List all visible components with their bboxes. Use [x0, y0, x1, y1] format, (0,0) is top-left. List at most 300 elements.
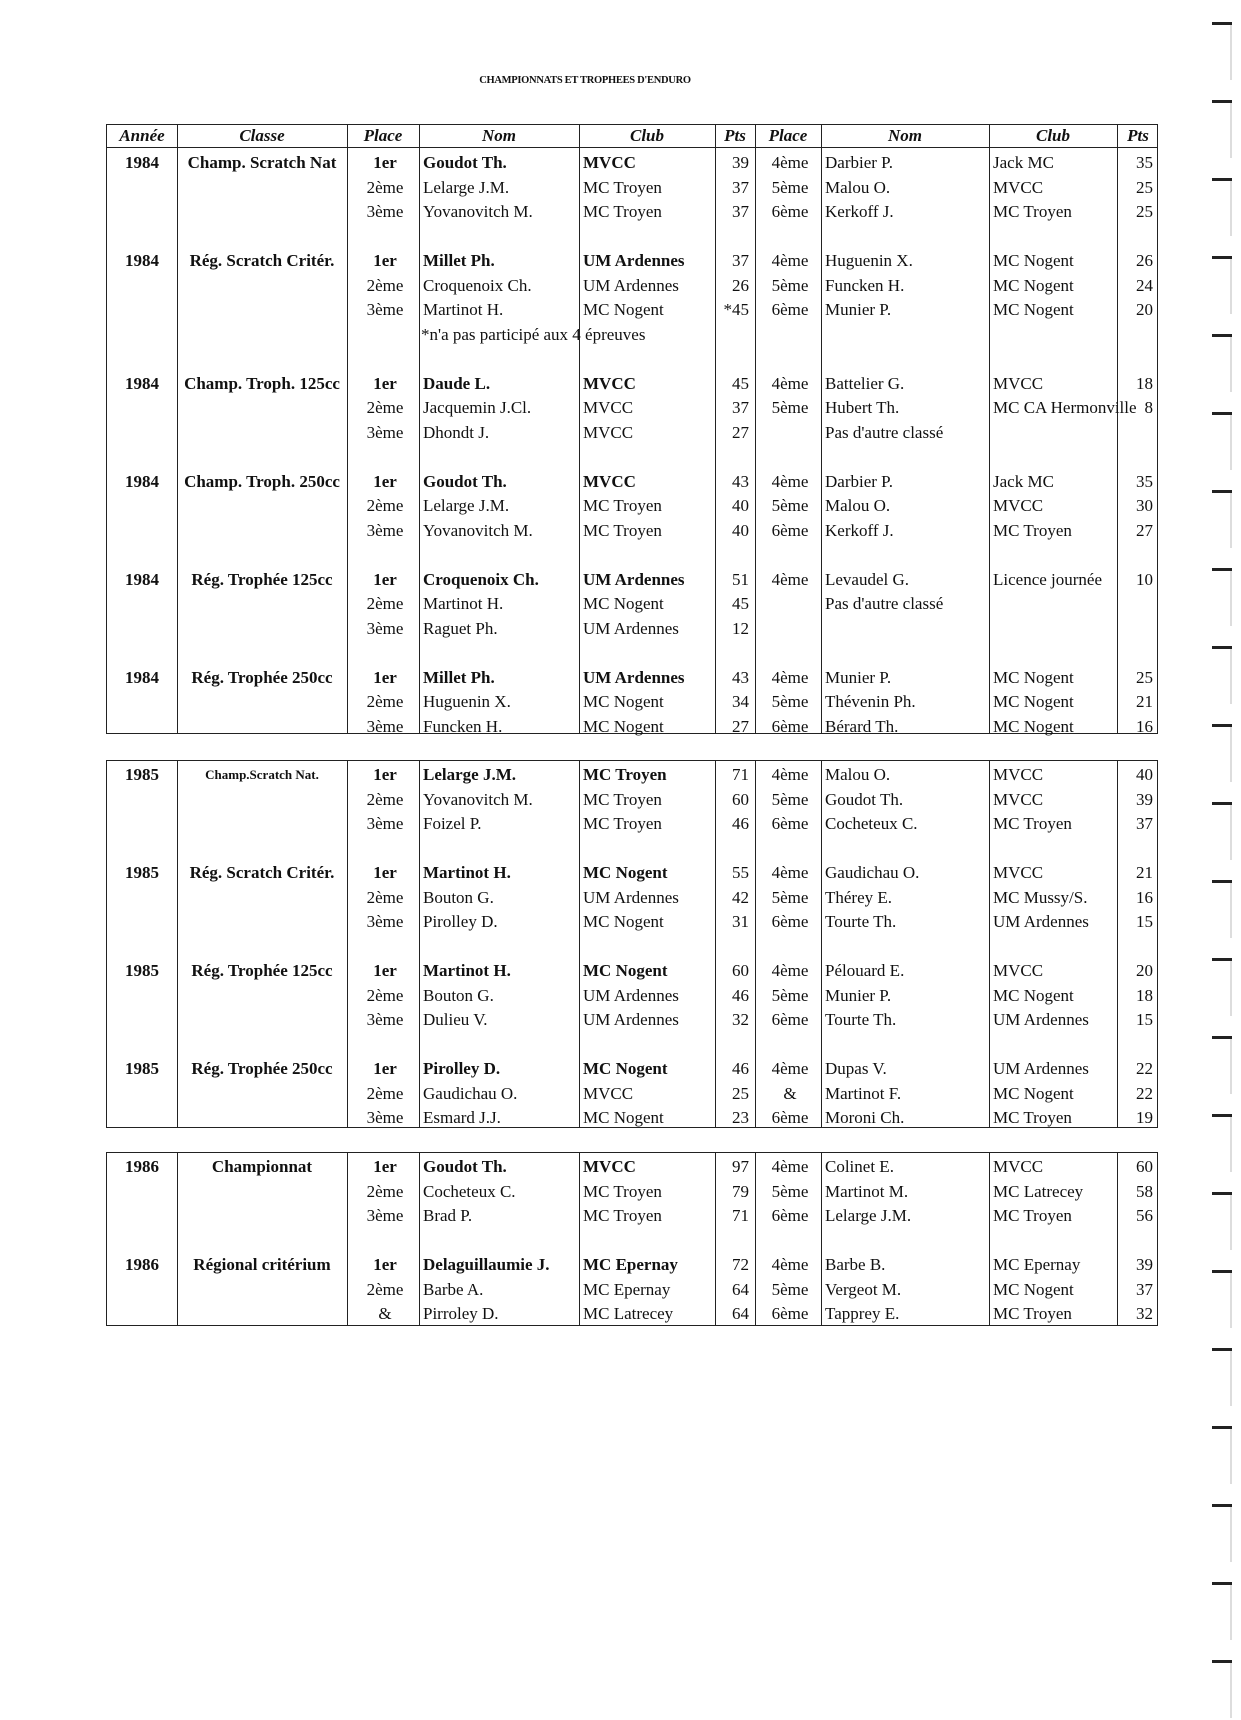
table-cell-pts: 40 [732, 520, 749, 540]
table-cell-place: 2ème [366, 1279, 404, 1299]
table-cell-place: 2ème [366, 398, 404, 417]
table-cell-pts: 34 [732, 692, 749, 711]
table-cell-place: 1er [373, 153, 397, 172]
table-cell-pts2: 16 [1136, 887, 1153, 907]
table-cell-place2: 4ème [771, 251, 809, 270]
binder-mark-tick [1212, 1348, 1232, 1351]
table-cell-club2 [993, 617, 1117, 641]
table-cell-pts2: 30 [1136, 496, 1153, 515]
table-cell-nom2: Kerkoff J. [825, 520, 894, 540]
binder-mark [1212, 568, 1232, 628]
table-cell-place2: 5ème [771, 496, 809, 515]
table-cell-nom2: Levaudel G. [825, 569, 910, 589]
table-cell-place2 [759, 592, 821, 616]
binder-mark [1212, 958, 1232, 1018]
table-cell-club: UM Ardennes [583, 275, 679, 295]
column-divider [177, 125, 178, 733]
column-divider [821, 125, 822, 733]
table-cell-pts: 26 [732, 275, 749, 295]
table-cell-nom2: Moroni Ch. [825, 1108, 905, 1127]
column-divider [989, 761, 990, 1127]
table-cell-club: MC Epernay [583, 1255, 678, 1274]
table-cell-club2: MVCC [993, 373, 1044, 393]
table-cell-club: MC Nogent [583, 1059, 668, 1078]
table-cell-nom2: Colinet E. [825, 1157, 894, 1176]
year-cell: 1985 [125, 863, 159, 882]
header-nom: Nom [482, 126, 516, 145]
table-cell-pts: 32 [732, 1010, 749, 1029]
table-cell-nom: Yovanovitch M. [423, 520, 533, 540]
table-cell-nom: Huguenin X. [423, 692, 511, 711]
class-cell: Champ.Scratch Nat. [205, 767, 319, 782]
binder-mark [1212, 490, 1232, 550]
binder-mark-edge [1230, 571, 1232, 626]
table-cell-place2: & [783, 1083, 797, 1103]
header-place2: Place [768, 126, 808, 145]
table-cell-pts: 46 [732, 814, 749, 833]
table-cell-pts2: 25 [1136, 177, 1153, 197]
column-divider [755, 125, 756, 733]
table-cell-club2: MC Nogent [993, 716, 1074, 736]
binder-mark [1212, 334, 1232, 394]
table-cell-nom2: Pélouard E. [825, 961, 905, 980]
table-cell-nom2: Vergeot M. [825, 1279, 902, 1299]
table-cell-pts: 64 [732, 1304, 749, 1323]
table-cell-club2: MC Nogent [993, 1083, 1074, 1103]
table-cell-club: UM Ardennes [583, 985, 679, 1005]
table-cell-pts2: 35 [1136, 471, 1153, 491]
column-divider [579, 761, 580, 1127]
table-cell-place2: 6ème [771, 1206, 809, 1225]
table-cell-nom2: Tapprey E. [825, 1304, 900, 1323]
binder-mark-tick [1212, 490, 1232, 493]
table-cell-club2: MC CA Hermonville [993, 398, 1137, 417]
table-cell-nom: Foizel P. [423, 814, 482, 833]
table-cell-place2: 4ème [771, 863, 809, 882]
table-cell-nom: Barbe A. [423, 1279, 484, 1299]
table-cell-pts2: 39 [1136, 1255, 1153, 1274]
table-cell-pts2: 16 [1136, 716, 1153, 736]
table-cell-place: 1er [373, 1157, 397, 1176]
table-cell-nom2: Munier P. [825, 300, 892, 319]
table-cell-nom: Lelarge J.M. [423, 765, 516, 784]
table-cell-place2: 4ème [771, 569, 809, 589]
table-cell-pts2: 56 [1136, 1206, 1153, 1225]
table-cell-place2: 4ème [771, 765, 809, 784]
column-divider [419, 761, 420, 1127]
table-cell-nom2: Malou O. [825, 765, 891, 784]
table-cell-place2: 5ème [771, 887, 809, 907]
table-cell-place2: 5ème [771, 789, 809, 809]
table-cell-pts2: 40 [1136, 765, 1153, 784]
results-table-2 [106, 760, 1158, 1128]
table-cell-place: 2ème [366, 177, 404, 197]
table-cell-club2: MC Troyen [993, 1304, 1072, 1323]
table-cell-place2: 4ème [771, 1059, 809, 1078]
binder-mark-edge [1230, 1663, 1232, 1718]
table-cell-club2: MC Troyen [993, 520, 1072, 540]
table-cell-pts: 45 [732, 373, 749, 393]
table-cell-place2: 6ème [771, 912, 809, 931]
table-cell-pts: 64 [732, 1279, 749, 1299]
table-cell-pts: 27 [732, 716, 749, 736]
table-cell-pts: 55 [732, 863, 749, 882]
table-cell-place2: 6ème [771, 1010, 809, 1029]
binder-mark [1212, 100, 1232, 160]
table-cell-club: MC Troyen [583, 814, 662, 833]
binder-mark-edge [1230, 1429, 1232, 1484]
table-cell-nom2: Barbe B. [825, 1255, 886, 1274]
table-cell-pts2: 8 [1144, 398, 1153, 417]
table-cell-place: 3ème [366, 814, 404, 833]
table-cell-nom: Bouton G. [423, 887, 494, 907]
table-cell-pts2: 27 [1136, 520, 1153, 540]
table-cell-place2: 6ème [771, 1108, 809, 1127]
table-cell-club: UM Ardennes [583, 569, 685, 589]
column-divider [989, 125, 990, 733]
table-cell-nom: Lelarge J.M. [423, 177, 510, 197]
class-cell: Champ. Troph. 250cc [184, 471, 340, 491]
table-cell-club: MC Troyen [583, 789, 662, 809]
binder-mark-tick [1212, 1426, 1232, 1429]
table-cell-club2: MVCC [993, 961, 1044, 980]
table-cell-place2 [759, 421, 821, 445]
table-cell-nom: Dhondt J. [423, 422, 490, 442]
table-cell-nom2: Gaudichau O. [825, 863, 920, 882]
binder-mark [1212, 802, 1232, 862]
table-cell-club: MVCC [583, 373, 636, 393]
header-pts2: Pts [1127, 126, 1149, 145]
table-cell-club: MC Troyen [583, 1181, 662, 1201]
table-cell-pts: 60 [732, 789, 749, 809]
table-cell-pts2: 37 [1136, 814, 1153, 833]
table-cell-nom: Yovanovitch M. [423, 202, 533, 221]
table-cell-pts2: 25 [1136, 202, 1153, 221]
table-cell-place2: 5ème [771, 1279, 809, 1299]
table-cell-pts: 39 [732, 153, 749, 172]
table-cell-pts: 23 [732, 1108, 749, 1127]
page-title: CHAMPIONNATS ET TROPHEES D'ENDURO [479, 75, 691, 86]
table-cell-nom: Gaudichau O. [423, 1083, 518, 1103]
binder-mark-tick [1212, 1504, 1232, 1507]
binder-mark-edge [1230, 805, 1232, 860]
table-cell-nom2: Thérey E. [825, 887, 893, 907]
table-cell-nom: Funcken H. [423, 716, 503, 736]
table-cell-nom: Bouton G. [423, 985, 494, 1005]
table-cell-pts2: 10 [1136, 569, 1153, 589]
table-cell-place: 2ème [366, 789, 404, 809]
table-cell-pts2: 32 [1136, 1304, 1153, 1323]
year-cell: 1985 [125, 961, 159, 980]
table-cell-place2: 4ème [771, 667, 809, 687]
table-cell-club2: MVCC [993, 177, 1044, 197]
table-cell-nom2 [825, 617, 989, 641]
table-cell-nom2: Kerkoff J. [825, 202, 894, 221]
table-cell-pts2: 18 [1136, 985, 1153, 1005]
header-divider [107, 147, 1157, 148]
column-divider [821, 761, 822, 1127]
table-cell-place: 1er [373, 1255, 397, 1274]
table-cell-nom: Martinot H. [423, 300, 504, 319]
results-table-1 [106, 124, 1158, 734]
table-cell-place: 3ème [366, 618, 404, 638]
class-cell: Rég. Trophée 125cc [191, 569, 333, 589]
header-place: Place [363, 126, 403, 145]
table-cell-pts2 [1117, 421, 1153, 445]
table-cell-club: MC Troyen [583, 177, 662, 197]
table-cell-nom: Brad P. [423, 1206, 473, 1225]
column-divider [579, 125, 580, 733]
binder-mark-tick [1212, 22, 1232, 25]
table-cell-nom: Martinot H. [423, 961, 511, 980]
table-cell-club: UM Ardennes [583, 887, 679, 907]
table-cell-nom2: Munier P. [825, 985, 892, 1005]
table-cell-nom: Raguet Ph. [423, 618, 498, 638]
table-cell-pts2: 18 [1136, 373, 1153, 393]
table-cell-club2: MC Nogent [993, 667, 1074, 687]
table-cell-nom2: Malou O. [825, 496, 891, 515]
table-cell-club2: MC Nogent [993, 692, 1074, 711]
table-cell-club2: MVCC [993, 1157, 1044, 1176]
table-cell-place: 1er [373, 1059, 397, 1078]
table-cell-club2: MC Troyen [993, 1108, 1072, 1127]
header-club: Club [629, 126, 665, 145]
binder-mark-tick [1212, 256, 1232, 259]
table-cell-nom2: Bérard Th. [825, 716, 899, 736]
table-cell-pts: 43 [732, 471, 749, 491]
table-cell-pts: 71 [732, 1206, 749, 1225]
table-cell-place2: 6ème [771, 300, 809, 319]
table-cell-nom: Croquenoix Ch. [423, 275, 532, 295]
binder-mark-edge [1230, 259, 1232, 314]
table-cell-nom2: Tourte Th. [825, 1010, 897, 1029]
binder-mark-tick [1212, 1660, 1232, 1663]
table-cell-pts: 40 [732, 496, 749, 515]
table-cell-pts: 79 [732, 1181, 749, 1201]
table-cell-nom2: Battelier G. [825, 373, 905, 393]
table-cell-club2: Licence journée [993, 569, 1103, 589]
binder-mark [1212, 1582, 1232, 1642]
table-cell-place: 1er [373, 961, 397, 980]
table-cell-place2: 6ème [771, 1304, 809, 1323]
table-cell-nom2: Funcken H. [825, 275, 905, 295]
table-cell-place: 1er [373, 765, 397, 784]
binder-mark-edge [1230, 961, 1232, 1016]
table-cell-place: 2ème [366, 1181, 404, 1201]
binder-mark-tick [1212, 880, 1232, 883]
binder-mark [1212, 1660, 1232, 1720]
table-cell-pts: 12 [732, 618, 749, 638]
table-cell-pts: 43 [732, 667, 749, 687]
binder-mark-tick [1212, 334, 1232, 337]
binder-mark-tick [1212, 1582, 1232, 1585]
column-divider [177, 761, 178, 1127]
table-cell-nom2: Huguenin X. [825, 251, 913, 270]
table-cell-place: 2ème [366, 1083, 404, 1103]
table-cell-nom: Croquenoix Ch. [423, 569, 539, 589]
table-cell-nom: Delaguillaumie J. [423, 1255, 550, 1274]
table-cell-club2: MC Nogent [993, 275, 1074, 295]
table-cell-pts: 46 [732, 1059, 749, 1078]
table-cell-pts2: 21 [1136, 863, 1153, 882]
table-cell-place: 3ème [366, 520, 404, 540]
table-cell-pts2: 20 [1136, 300, 1153, 319]
table-cell-club: UM Ardennes [583, 1010, 679, 1029]
table-cell-place: 1er [373, 863, 397, 882]
binder-mark-tick [1212, 724, 1232, 727]
table-cell-place: 3ème [366, 202, 404, 221]
table-cell-nom2: Goudot Th. [825, 789, 904, 809]
binder-mark-edge [1230, 493, 1232, 548]
binder-mark-tick [1212, 412, 1232, 415]
table-cell-club: MC Nogent [583, 594, 664, 613]
table-cell-club: MVCC [583, 1083, 634, 1103]
binder-mark [1212, 22, 1232, 82]
table-cell-club: MC Latrecey [583, 1304, 674, 1323]
table-cell-pts: 37 [732, 202, 749, 221]
table-cell-nom2: Tourte Th. [825, 912, 897, 931]
binder-mark-edge [1230, 1039, 1232, 1094]
table-cell-club: MC Nogent [583, 1108, 664, 1127]
table-cell-nom: Yovanovitch M. [423, 789, 533, 809]
table-cell-pts2: 25 [1136, 667, 1153, 687]
table-cell-nom2: Martinot M. [825, 1181, 909, 1201]
table-cell-club: MC Nogent [583, 912, 664, 931]
table-cell-place2: 4ème [771, 1255, 809, 1274]
column-divider [347, 1153, 348, 1325]
table-cell-place2: 4ème [771, 471, 809, 491]
table-cell-pts2: 22 [1136, 1059, 1153, 1078]
table-cell-place2: 4ème [771, 153, 809, 172]
table-cell-pts: *45 [723, 300, 749, 319]
table-cell-club2: MC Nogent [993, 985, 1074, 1005]
binder-mark-edge [1230, 883, 1232, 938]
table-cell-club: MC Troyen [583, 520, 662, 540]
table-cell-pts: 42 [732, 887, 749, 907]
table-cell-place: 3ème [366, 422, 404, 442]
binder-mark [1212, 880, 1232, 940]
binder-mark-edge [1230, 103, 1232, 158]
table-cell-nom2: Thévenin Ph. [825, 692, 916, 711]
binder-mark-tick [1212, 1036, 1232, 1039]
binder-mark [1212, 1348, 1232, 1408]
table-cell-place2: 6ème [771, 814, 809, 833]
table-cell-club: UM Ardennes [583, 667, 685, 687]
table-cell-place2: 5ème [771, 275, 809, 295]
table-cell-pts2: 22 [1136, 1083, 1153, 1103]
year-cell: 1984 [125, 153, 159, 172]
table-cell-nom2: Cocheteux C. [825, 814, 918, 833]
table-cell-pts2 [1117, 592, 1153, 616]
table-cell-nom: Dulieu V. [423, 1010, 488, 1029]
table-cell-pts2: 19 [1136, 1108, 1153, 1127]
table-cell-club: UM Ardennes [583, 251, 685, 270]
table-cell-pts2: 35 [1136, 153, 1153, 172]
table-cell-club: MC Troyen [583, 765, 667, 784]
column-divider [419, 125, 420, 733]
footnote: *n'a pas participé aux 4 épreuves [421, 324, 646, 344]
binder-mark-tick [1212, 802, 1232, 805]
table-cell-pts2: 60 [1136, 1157, 1153, 1176]
results-table-3 [106, 1152, 1158, 1326]
table-cell-club2: MC Troyen [993, 1206, 1072, 1225]
binder-mark-tick [1212, 568, 1232, 571]
year-cell: 1984 [125, 251, 159, 270]
binder-mark-edge [1230, 1351, 1232, 1406]
class-cell: Rég. Scratch Critér. [189, 863, 335, 882]
table-cell-pts: 46 [732, 985, 749, 1005]
binder-mark-edge [1230, 727, 1232, 782]
header-classe: Classe [239, 126, 285, 145]
table-cell-club2: MVCC [993, 496, 1044, 515]
table-cell-club: MC Nogent [583, 300, 664, 319]
column-divider [579, 1153, 580, 1325]
table-cell-club: MC Troyen [583, 1206, 662, 1225]
table-cell-nom2: Hubert Th. [825, 398, 900, 417]
table-cell-place: 1er [373, 373, 397, 393]
table-cell-nom: Pirolley D. [423, 912, 498, 931]
class-cell: Rég. Scratch Critér. [189, 251, 335, 270]
column-divider [821, 1153, 822, 1325]
table-cell-place2 [759, 617, 821, 641]
table-cell-nom2: Pas d'autre classé [825, 594, 944, 613]
binder-mark-tick [1212, 1270, 1232, 1273]
binder-mark [1212, 1426, 1232, 1486]
table-cell-club2: UM Ardennes [993, 1010, 1089, 1029]
table-cell-club: MC Troyen [583, 496, 662, 515]
table-cell-place2: 4ème [771, 961, 809, 980]
year-cell: 1984 [125, 667, 159, 687]
table-cell-club2: Jack MC [993, 471, 1054, 491]
table-cell-club2 [993, 421, 1117, 445]
column-divider [989, 1153, 990, 1325]
binder-mark-tick [1212, 178, 1232, 181]
table-cell-place2: 5ème [771, 398, 809, 417]
table-cell-club: MVCC [583, 398, 634, 417]
year-cell: 1985 [125, 1059, 159, 1078]
binder-mark [1212, 646, 1232, 706]
binder-mark [1212, 1192, 1232, 1252]
table-cell-pts2: 26 [1136, 251, 1153, 270]
table-cell-club2: MC Nogent [993, 251, 1074, 270]
table-cell-club2: MC Troyen [993, 814, 1072, 833]
table-cell-pts: 45 [732, 594, 749, 613]
table-cell-nom: Goudot Th. [423, 471, 507, 491]
table-cell-place: 1er [373, 569, 397, 589]
table-cell-place: 3ème [366, 912, 404, 931]
class-cell: Rég. Trophée 125cc [191, 961, 333, 980]
column-divider [755, 761, 756, 1127]
year-cell: 1985 [125, 765, 159, 784]
table-cell-nom2: Dupas V. [825, 1059, 887, 1078]
table-cell-nom: Martinot H. [423, 863, 511, 882]
table-cell-pts: 37 [732, 251, 749, 270]
binder-mark-edge [1230, 25, 1232, 80]
table-cell-nom: Daude L. [423, 373, 491, 393]
table-cell-place2: 5ème [771, 985, 809, 1005]
table-cell-pts2: 37 [1136, 1279, 1153, 1299]
table-cell-club2: MC Mussy/S. [993, 887, 1088, 907]
table-cell-nom: Millet Ph. [423, 251, 495, 270]
table-cell-pts2 [1117, 617, 1153, 641]
table-cell-pts2: 24 [1136, 275, 1153, 295]
table-cell-club: MC Troyen [583, 202, 662, 221]
table-cell-nom2: Martinot F. [825, 1083, 902, 1103]
table-cell-pts: 97 [732, 1157, 749, 1176]
binder-mark [1212, 1036, 1232, 1096]
binder-mark-edge [1230, 181, 1232, 236]
table-cell-club: UM Ardennes [583, 618, 679, 638]
